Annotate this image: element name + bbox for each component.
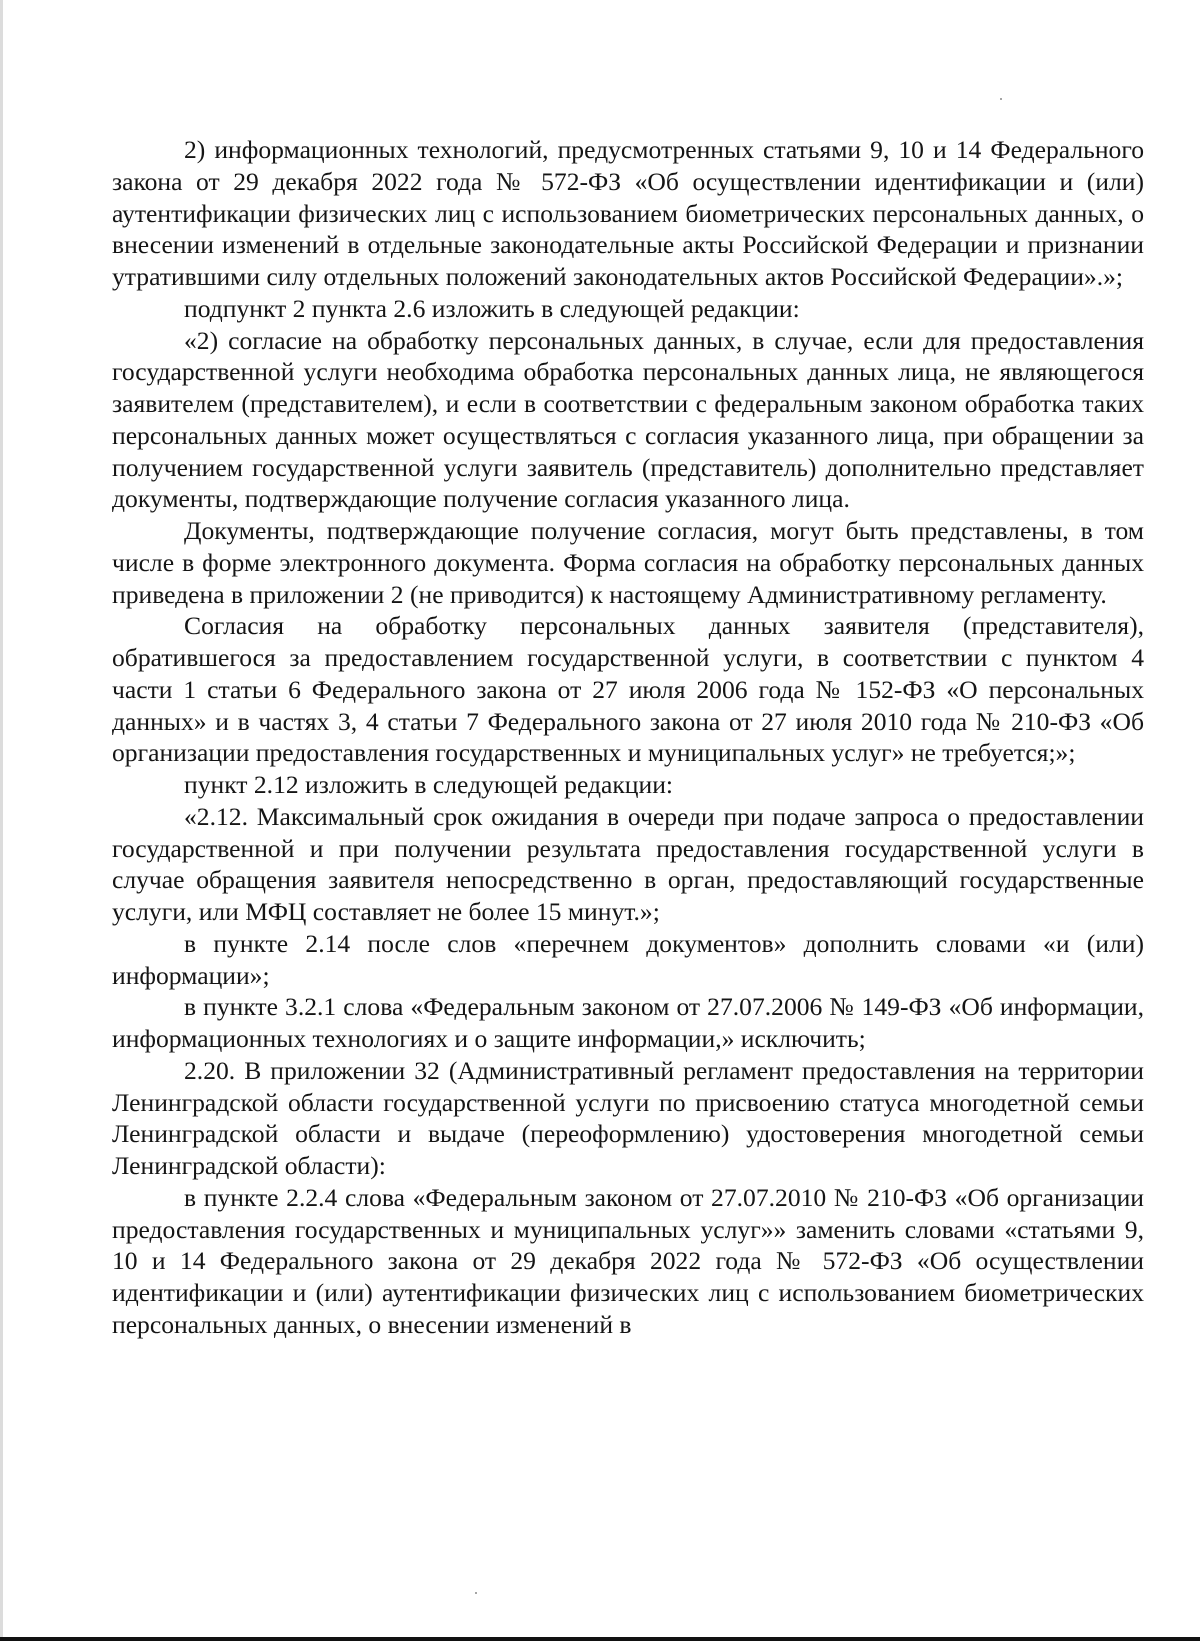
- paragraph-2: подпункт 2 пункта 2.6 изложить в следующей редакции:: [184, 293, 800, 323]
- paragraph-7: «2.12. Максимальный срок ожидания в очереди при подаче запроса о предоставлении государственной и при получении результата предоставления государственной услуги в случае обращения заявителя непосредственно в орган, предоставляющий государственные услуги, или МФЦ составляет не более 15 минут.»;: [112, 801, 1144, 926]
- paragraph-4: Документы, подтверждающие получение согласия, могут быть представлены, в том числе в форме электронного документа. Форма согласия на обработку персональных данных приведена в приложении 2 (не приводится) к настоящему Административному регламенту.: [112, 516, 1144, 609]
- scan-left-edge: [0, 0, 3, 1641]
- paragraph-6: пункт 2.12 изложить в следующей редакции:: [184, 770, 674, 799]
- document-body: [112, 134, 1144, 1341]
- paragraph-11: в пункте 2.2.4 слова «Федеральным законом от 27.07.2010 № 210-ФЗ «Об организации предоставления государственных и муниципальных услуг»» заменить словами «статьями 9, 10 и 14 Федерального закона от 29 декабря 2022 года № 572-ФЗ «Об осуществлении идентификации и (или) аутентификации физических лиц с использованием биометрических персональных данных, о внесении изменений в: [112, 1182, 1144, 1339]
- paragraph-5: Согласия на обработку персональных данных заявителя (представителя), обратившегося за предоставлением государственной услуги, в соответствии с пунктом 4 части 1 статьи 6 Федерального закона от 27 июля 2006 года № 152-ФЗ «О персональных данных» и в частях 3, 4 статьи 7 Федерального закона от 27 июля 2010 года № 210-ФЗ «Об организации предоставления государственных и муниципальных услуг» не требуется;»;: [112, 611, 1144, 768]
- paragraph-9: в пункте 3.2.1 слова «Федеральным законом от 27.07.2006 № 149-ФЗ «Об информации, информационных технологиях и о защите информации,» исключить;: [112, 992, 1144, 1053]
- paragraph-1: 2) информационных технологий, предусмотренных статьями 9, 10 и 14 Федерального закона от 29 декабря 2022 года № 572-ФЗ «Об осуществлении идентификации и (или) аутентификации физических лиц с использованием биометрических персональных данных, о внесении изменений в отдельные законодательные акты Российской Федерации и признании утратившими силу отдельных положений законодательных актов Российской Федерации».»;: [112, 135, 1144, 291]
- scan-bottom-edge: [0, 1637, 1200, 1641]
- scan-speck: [1000, 98, 1002, 100]
- paragraph-8: в пункте 2.14 после слов «перечнем документов» дополнить словами «и (или) информации»;: [112, 928, 1144, 990]
- scan-speck: [475, 1592, 477, 1594]
- paragraph-10: 2.20. В приложении 32 (Административный регламент предоставления на территории Ленинградской области государственной услуги по присвоению статуса многодетной семьи Ленинградской области и выдаче (переоформлению) удостоверения многодетной семьи Ленинградской области):: [112, 1055, 1144, 1180]
- paragraph-3: «2) согласие на обработку персональных данных, в случае, если для предоставления государственной услуги необходима обработка персональных данных лица, не являющегося заявителем (представителем), и если в соответствии с федеральным законом обработка таких персональных данных может осуществляться с согласия указанного лица, при обращении за получением государственной услуги заявитель (представитель) дополнительно представляет документы, подтверждающие получение согласия указанного лица.: [112, 325, 1144, 514]
